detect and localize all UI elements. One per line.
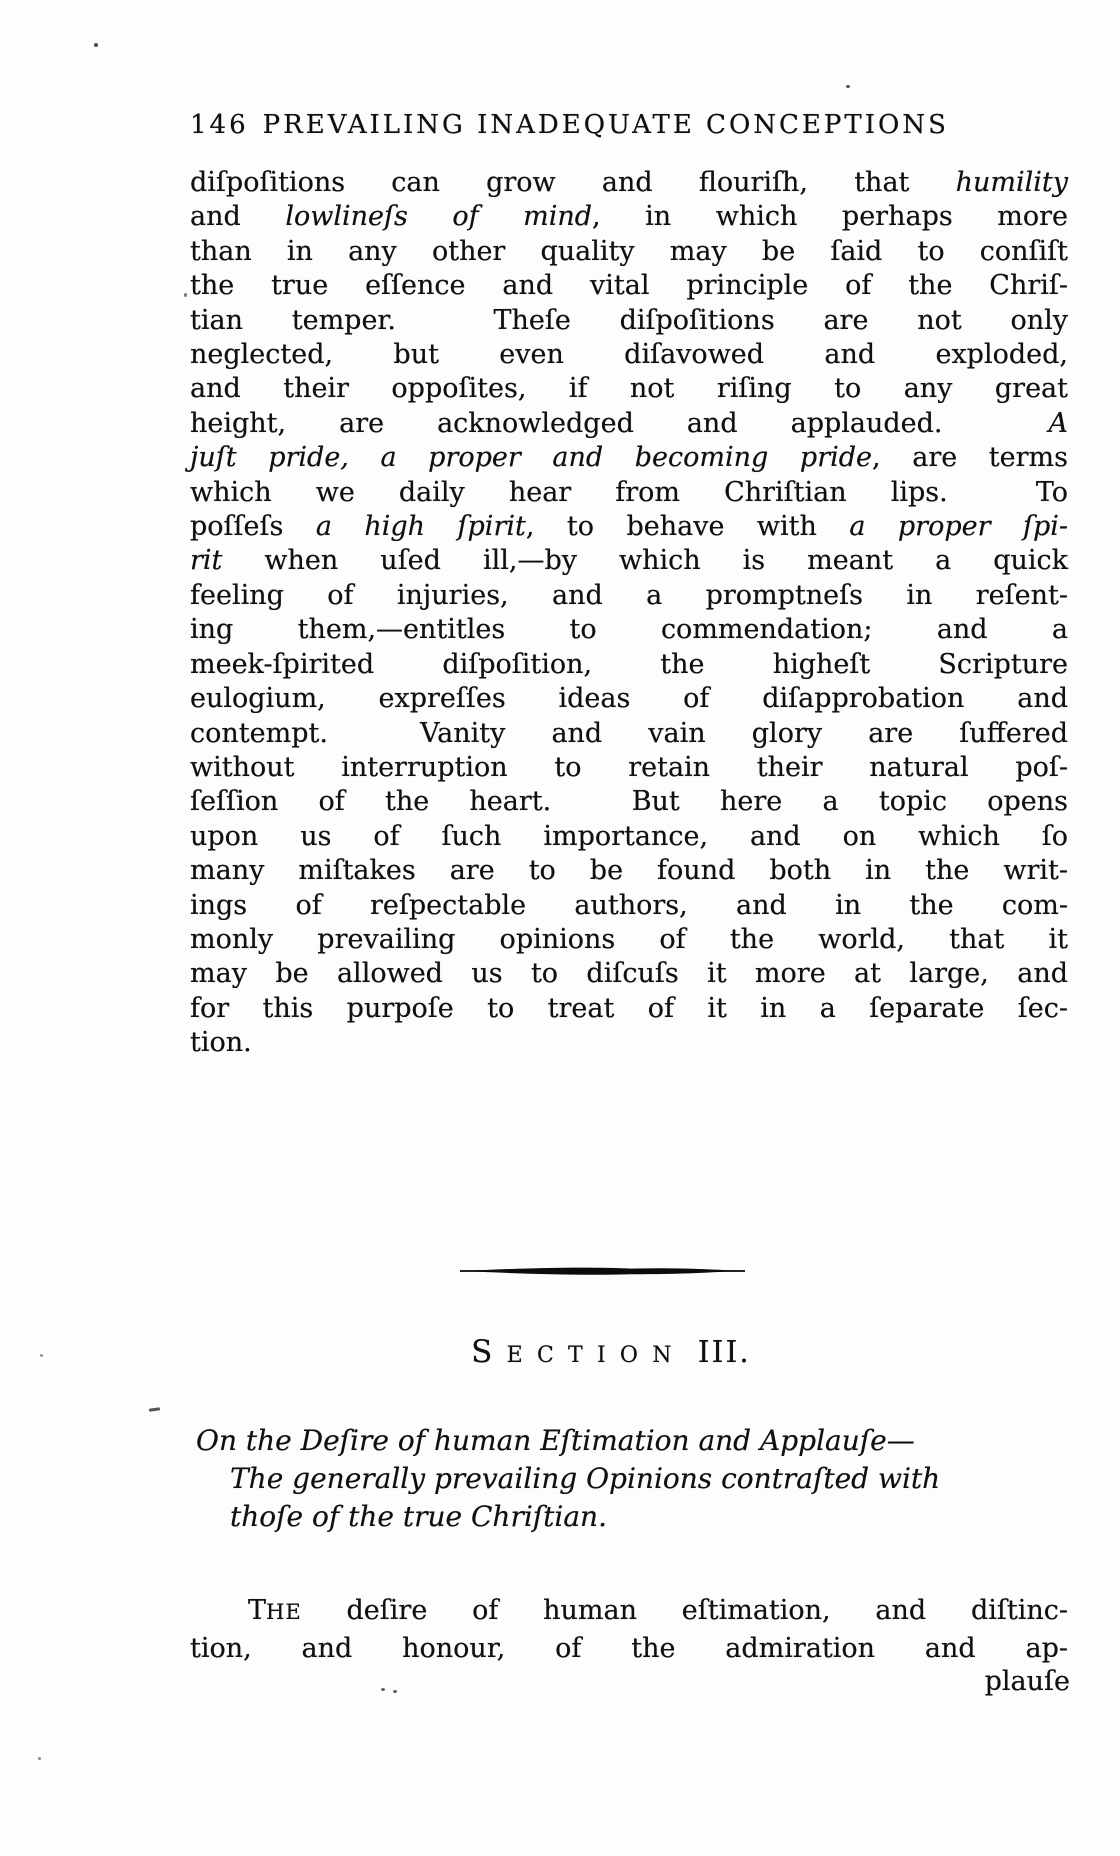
running-header (190, 110, 1070, 140)
text-segment: may be allowed us to diſcuſs it more at large, and (190, 958, 1068, 990)
section-word: Section (471, 1334, 686, 1370)
text-line (190, 648, 1068, 682)
scan-speck (393, 1690, 397, 1693)
text-segment: , are terms (872, 442, 1068, 474)
text-segment: , in which perhaps more (592, 201, 1068, 233)
text-line (190, 992, 1068, 1026)
italic-text: humility (955, 167, 1068, 198)
text-segment: the true eſſence and vital principle of the Chriſ- (190, 270, 1068, 302)
subtitle-line: On the Deſire of human Eſtimation and Applauſe— (196, 1424, 915, 1457)
italic-text: A (1048, 407, 1068, 439)
text-line (190, 820, 1068, 854)
text-segment: feeling of injuries, and a promptneſs in reſent- (190, 579, 1068, 611)
text-line (190, 235, 1068, 269)
scan-speck (846, 85, 850, 88)
page-number: 146 (190, 110, 249, 140)
text-segment: monly prevailing opinions of the world, that it (190, 923, 1068, 955)
text-segment: deſire of human eſtimation, and diſtinc- (301, 1595, 1068, 1626)
scan-speck (184, 293, 187, 297)
opening-paragraph (190, 1592, 1068, 1667)
text-segment: tion, and honour, of the admiration and ap- (190, 1633, 1068, 1664)
text-line (190, 510, 1068, 544)
text-line (190, 889, 1068, 923)
text-segment: for this purpoſe to treat of it in a ſeparate ſec- (190, 992, 1068, 1024)
text-segment: ing them,—entitles to commendation; and a (190, 614, 1068, 646)
text-segment: and their oppoſites, if not riſing to any great (190, 373, 1068, 405)
text-segment: which we daily hear from Chriſtian lips. To (190, 476, 1068, 508)
text-segment: tian temper. Theſe diſpoſitions are not only (190, 304, 1068, 336)
text-segment: without interruption to retain their natural poſ- (190, 751, 1068, 783)
italic-text: a proper ſpi- (849, 511, 1069, 543)
text-line (190, 1592, 1068, 1630)
text-line (190, 166, 1068, 200)
text-line (190, 1630, 1068, 1667)
text-line (190, 441, 1068, 475)
text-segment: and (190, 201, 286, 233)
text-segment: HE (266, 1599, 302, 1624)
text-segment: when uſed ill,—by which is meant a quick (222, 545, 1068, 577)
text-line (190, 476, 1068, 510)
text-segment: ſeſſion of the heart. But here a topic opens (190, 786, 1068, 818)
text-line (190, 682, 1068, 716)
text-segment: T (248, 1595, 267, 1626)
scan-speck (38, 1757, 41, 1760)
text-segment: neglected, but even diſavowed and exploded, (190, 339, 1068, 371)
text-line (190, 957, 1068, 991)
text-segment: poſſeſs (190, 511, 316, 543)
text-line (190, 579, 1068, 613)
text-segment: tion. (190, 1027, 252, 1059)
running-title: PREVAILING INADEQUATE CONCEPTIONS (262, 110, 949, 140)
scan-speck (40, 1354, 43, 1357)
text-line (190, 544, 1068, 578)
text-line (190, 200, 1068, 234)
subtitle-line: thoſe of the true Chriſtian. (230, 1500, 607, 1533)
catchword: plauſe (984, 1666, 1070, 1697)
subtitle-line: The generally prevailing Opinions contraſted with (230, 1462, 941, 1495)
text-line (190, 717, 1068, 751)
section-numeral: III. (697, 1335, 751, 1370)
scan-speck (381, 1688, 385, 1691)
text-segment: , to behave with (525, 511, 850, 543)
italic-text: lowlineſs of mind (285, 201, 593, 233)
text-segment: meek-ſpirited diſpoſition, the higheſt Scripture (190, 648, 1068, 680)
text-segment: ings of reſpectable authors, and in the com- (190, 889, 1068, 921)
italic-text: juſt pride, a proper and becoming pride (190, 442, 873, 474)
section-heading (172, 1334, 1050, 1370)
section-subtitle (196, 1422, 1076, 1536)
text-line (190, 304, 1068, 338)
text-line (190, 751, 1068, 785)
text-line (190, 269, 1068, 303)
text-segment: height, are acknowledged and applauded. (190, 407, 1049, 439)
italic-text: a high ſpirit (315, 511, 526, 543)
text-segment: many miſtakes are to be found both in the writ- (190, 855, 1068, 887)
text-line (190, 407, 1068, 441)
text-segment: eulogium, expreſſes ideas of diſapprobation and (190, 683, 1068, 715)
text-segment: diſpoſitions can grow and flouriſh, that (190, 167, 956, 198)
scan-speck (94, 43, 98, 47)
text-segment: upon us of ſuch importance, and on which ſo (190, 820, 1068, 852)
section-divider-rule (460, 1266, 745, 1276)
text-line (190, 1026, 1068, 1060)
text-segment: than in any other quality may be ſaid to conſiſt (190, 235, 1068, 267)
text-line (190, 923, 1068, 957)
paragraph-continuation (190, 166, 1068, 1061)
scan-speck (149, 1407, 160, 1412)
text-line (190, 613, 1068, 647)
text-line (190, 854, 1068, 888)
text-line (190, 338, 1068, 372)
italic-text: rit (190, 545, 223, 577)
text-line (190, 785, 1068, 819)
text-segment: contempt. Vanity and vain glory are ſuffered (190, 717, 1068, 749)
text-line (190, 372, 1068, 406)
